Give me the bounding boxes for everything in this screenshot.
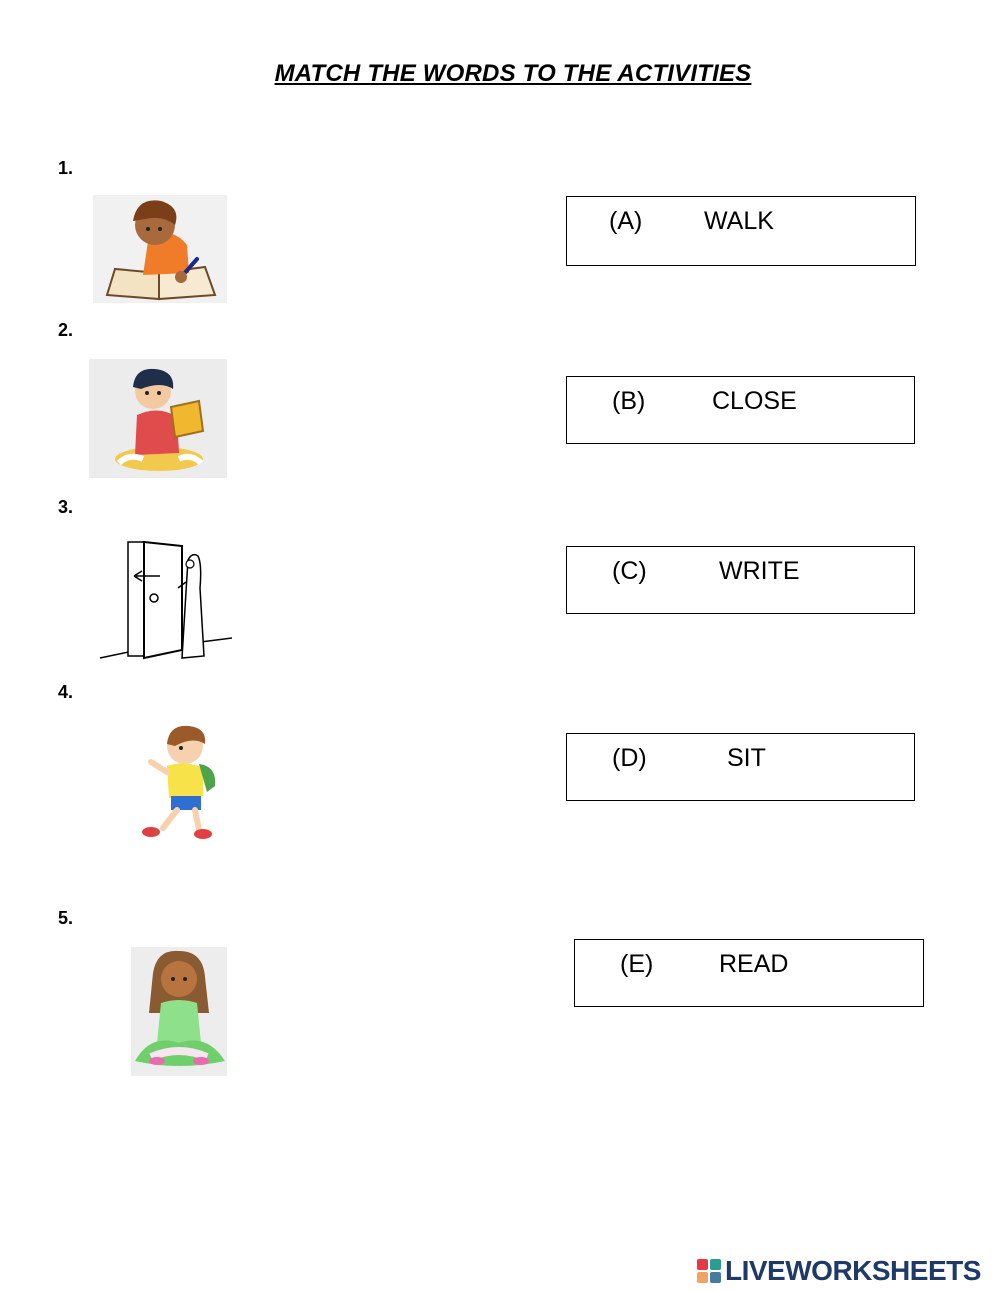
liveworksheets-logo[interactable] — [697, 1253, 981, 1289]
option-box-e[interactable] — [574, 939, 924, 1007]
option-word-c: WRITE — [719, 557, 800, 585]
option-box-b[interactable] — [566, 376, 915, 444]
item-number-2: 2. — [58, 320, 74, 340]
footer-brand-text: LIVEWORKSHEETS — [725, 1255, 981, 1286]
child-reading-icon — [89, 359, 227, 478]
item-number-4: 4. — [58, 682, 74, 702]
option-word-d: SIT — [727, 744, 766, 772]
item-number-5: 5. — [58, 908, 74, 928]
option-letter-c: (C) — [612, 557, 647, 585]
option-box-d[interactable] — [566, 733, 915, 801]
worksheet-title: MATCH THE WORDS TO THE ACTIVITIES — [274, 60, 752, 87]
closing-door-icon — [98, 538, 232, 662]
option-box-a[interactable] — [566, 196, 916, 266]
option-box-c[interactable] — [566, 546, 915, 614]
child-walking-icon — [137, 722, 223, 844]
item-number-3: 3. — [58, 497, 74, 517]
option-letter-d: (D) — [612, 744, 647, 772]
option-letter-e: (E) — [620, 950, 654, 978]
option-word-b: CLOSE — [712, 387, 797, 415]
option-letter-a: (A) — [609, 207, 643, 235]
girl-sitting-icon — [131, 947, 227, 1076]
option-word-a: WALK — [704, 207, 774, 235]
child-writing-icon — [93, 195, 227, 303]
item-number-1: 1. — [58, 158, 74, 178]
option-letter-b: (B) — [612, 387, 646, 415]
logo-blocks-icon — [697, 1259, 721, 1283]
option-word-e: READ — [719, 950, 789, 978]
